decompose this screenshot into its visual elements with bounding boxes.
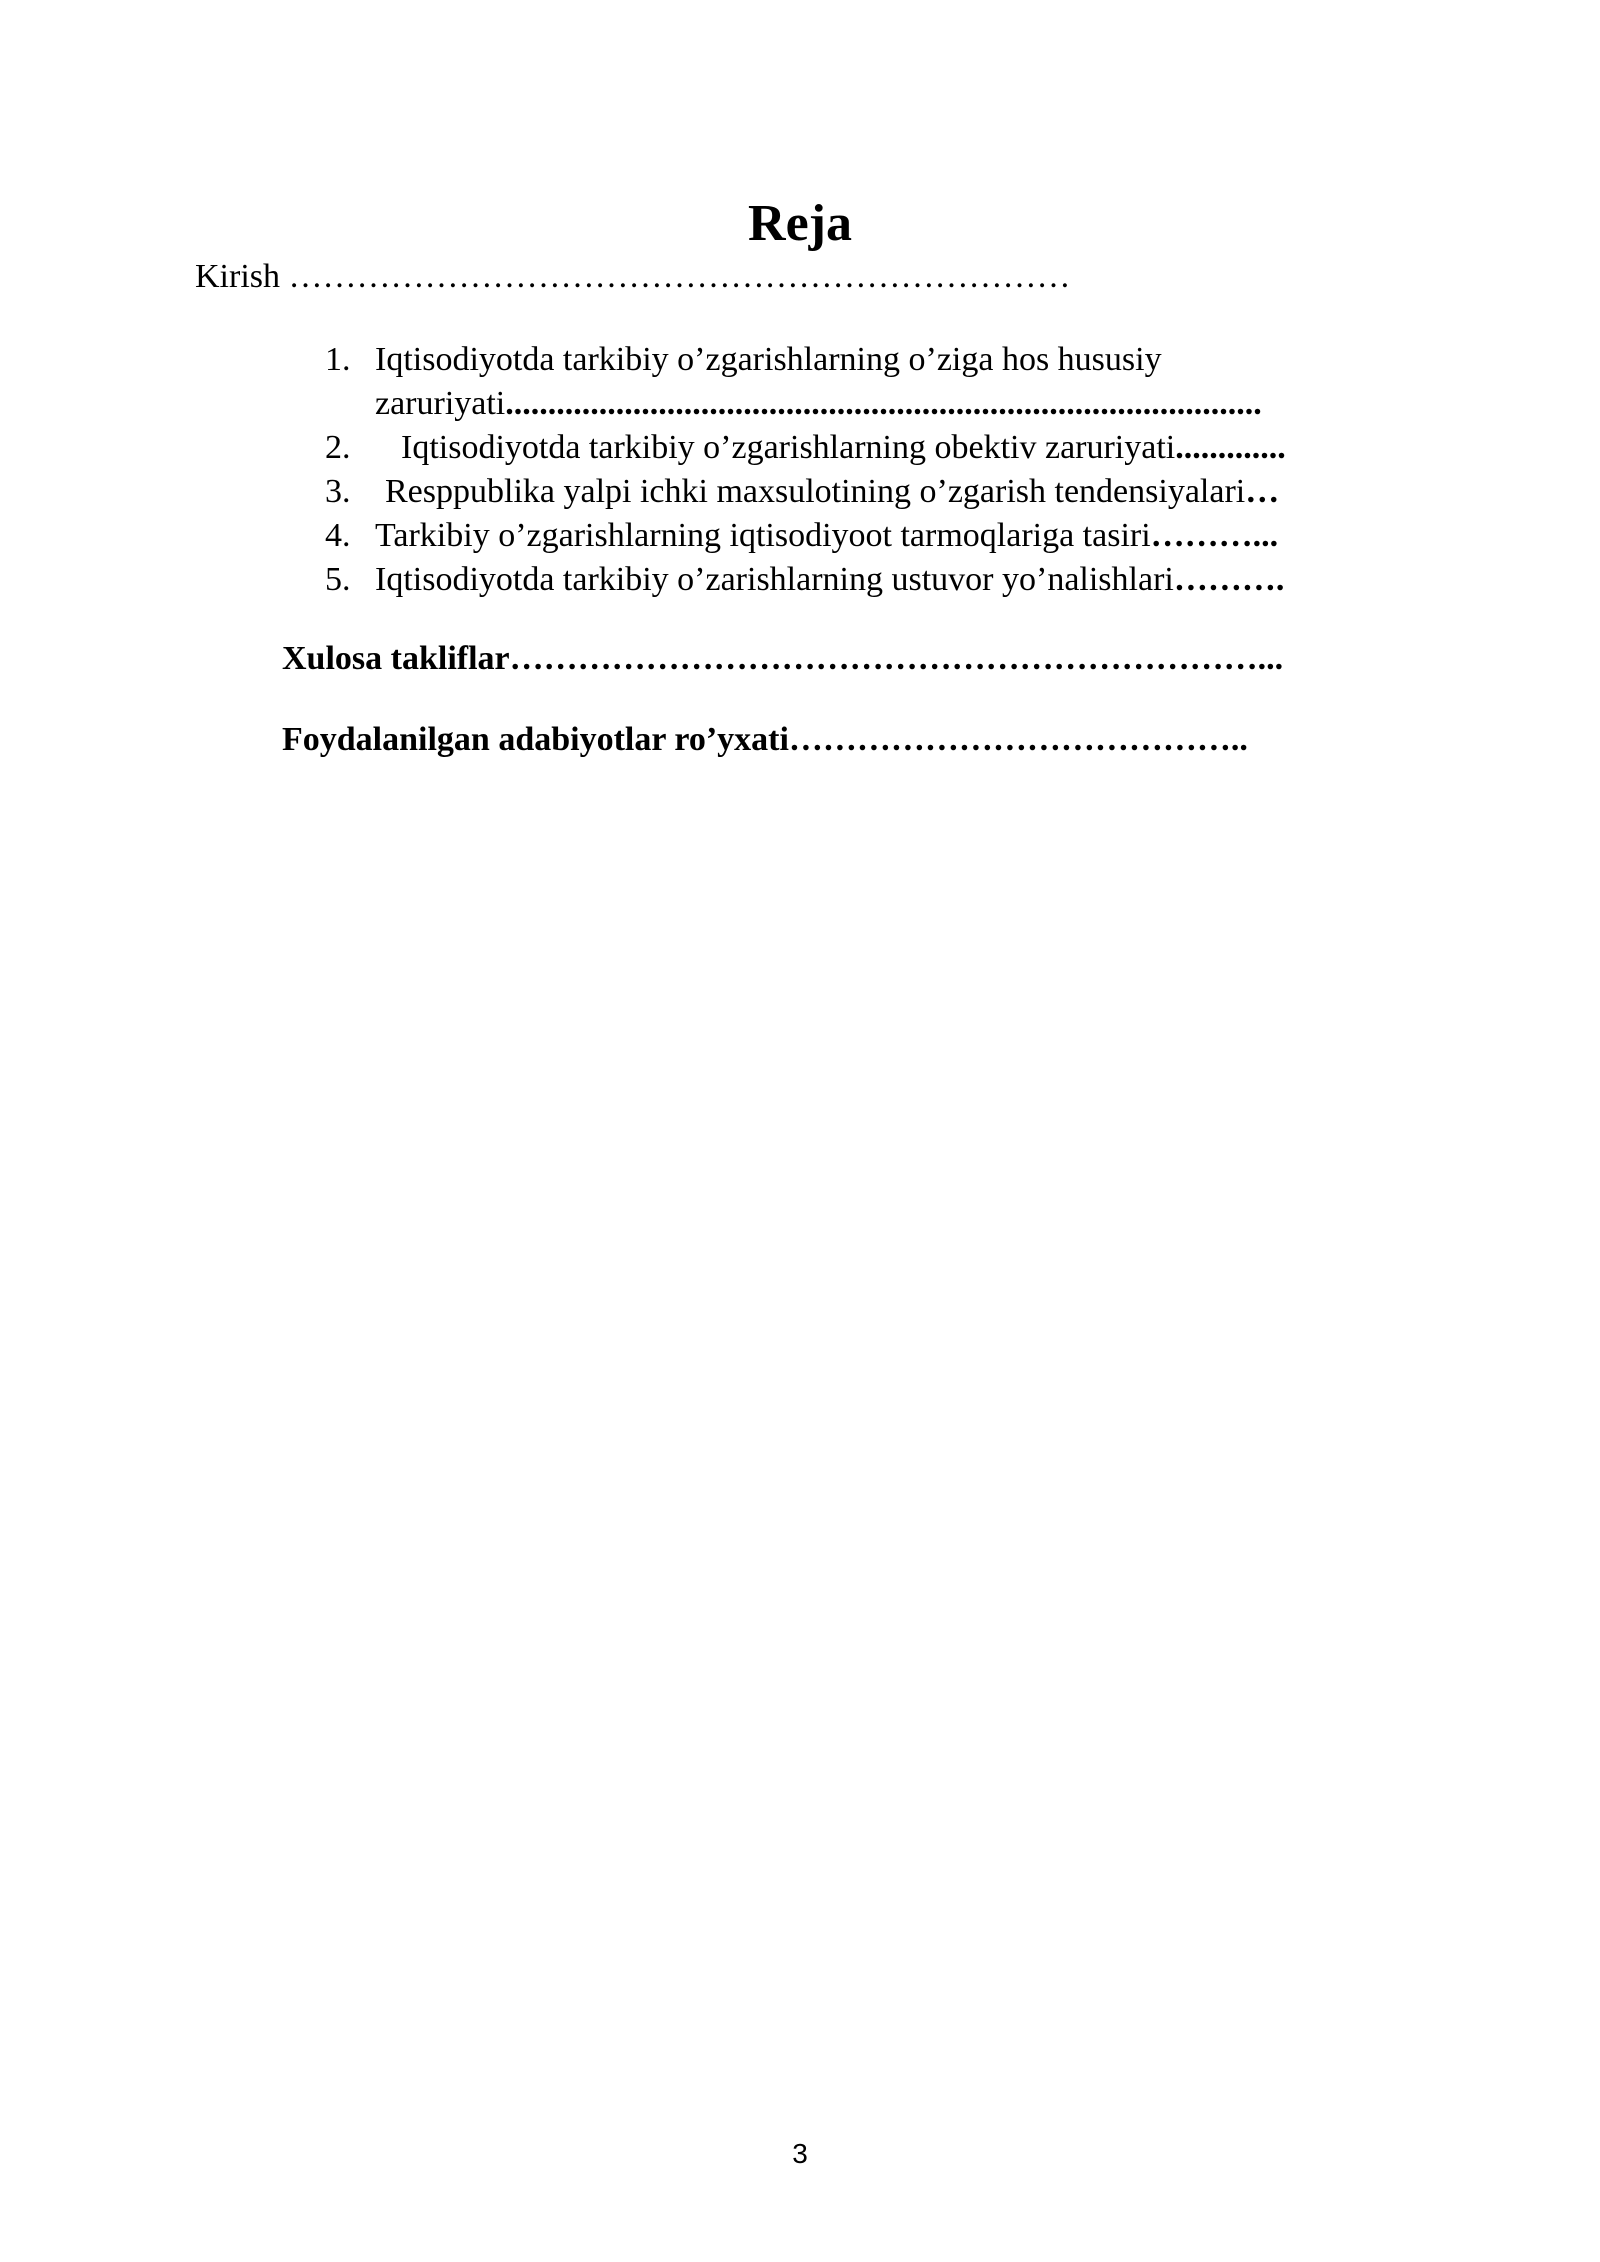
item-leader-dots: .............	[1175, 429, 1286, 466]
page-title: Reja	[748, 195, 852, 252]
item-text-wrap	[375, 517, 1278, 554]
item-number: 2.	[325, 429, 351, 466]
plan-items-list	[325, 338, 1425, 602]
bibliography-entry: Foydalanilgan adabiyotlar ro’yxati…………………………………..	[282, 721, 1248, 758]
item-text: Iqtisodiyotda tarkibiy o’zgarishlarning o’ziga hos hususiy zaruriyati	[375, 341, 1162, 422]
item-leader-dots: …	[1245, 473, 1280, 510]
item-text-wrap	[375, 561, 1284, 598]
intro-leader-dots: ……………………………………………………………	[280, 258, 1071, 295]
intro-entry	[195, 255, 1071, 299]
item-text-wrap	[375, 429, 1286, 466]
item-number: 3.	[325, 473, 351, 510]
item-number: 5.	[325, 561, 351, 598]
item-text-wrap	[375, 338, 1275, 426]
item-text: Tarkibiy o’zgarishlarning iqtisodiyoot tarmoqlariga tasiri	[375, 517, 1151, 554]
item-text-wrap	[375, 473, 1279, 510]
item-leader-dots: .........................................................................................	[505, 385, 1262, 422]
plan-item	[325, 514, 1425, 558]
plan-item	[325, 426, 1425, 470]
item-number: 4.	[325, 517, 351, 554]
item-text: Resppublika yalpi ichki maxsulotining o’zgarish tendensiyalari	[385, 473, 1246, 510]
plan-item	[325, 558, 1425, 602]
page-number: 3	[792, 2138, 808, 2169]
plan-item	[325, 470, 1425, 514]
item-number: 1.	[325, 341, 351, 378]
intro-label: Kirish	[195, 258, 280, 295]
item-leader-dots: ……….	[1173, 561, 1285, 598]
item-leader-dots: ………...	[1150, 517, 1279, 554]
item-text: Iqtisodiyotda tarkibiy o’zarishlarning ustuvor yo’nalishlari	[375, 561, 1174, 598]
item-text: Iqtisodiyotda tarkibiy o’zgarishlarning obektiv zaruriyati	[401, 429, 1176, 466]
conclusion-entry: Xulosa takliflar…………………………………………………………...	[282, 640, 1284, 677]
plan-item	[325, 338, 1425, 426]
